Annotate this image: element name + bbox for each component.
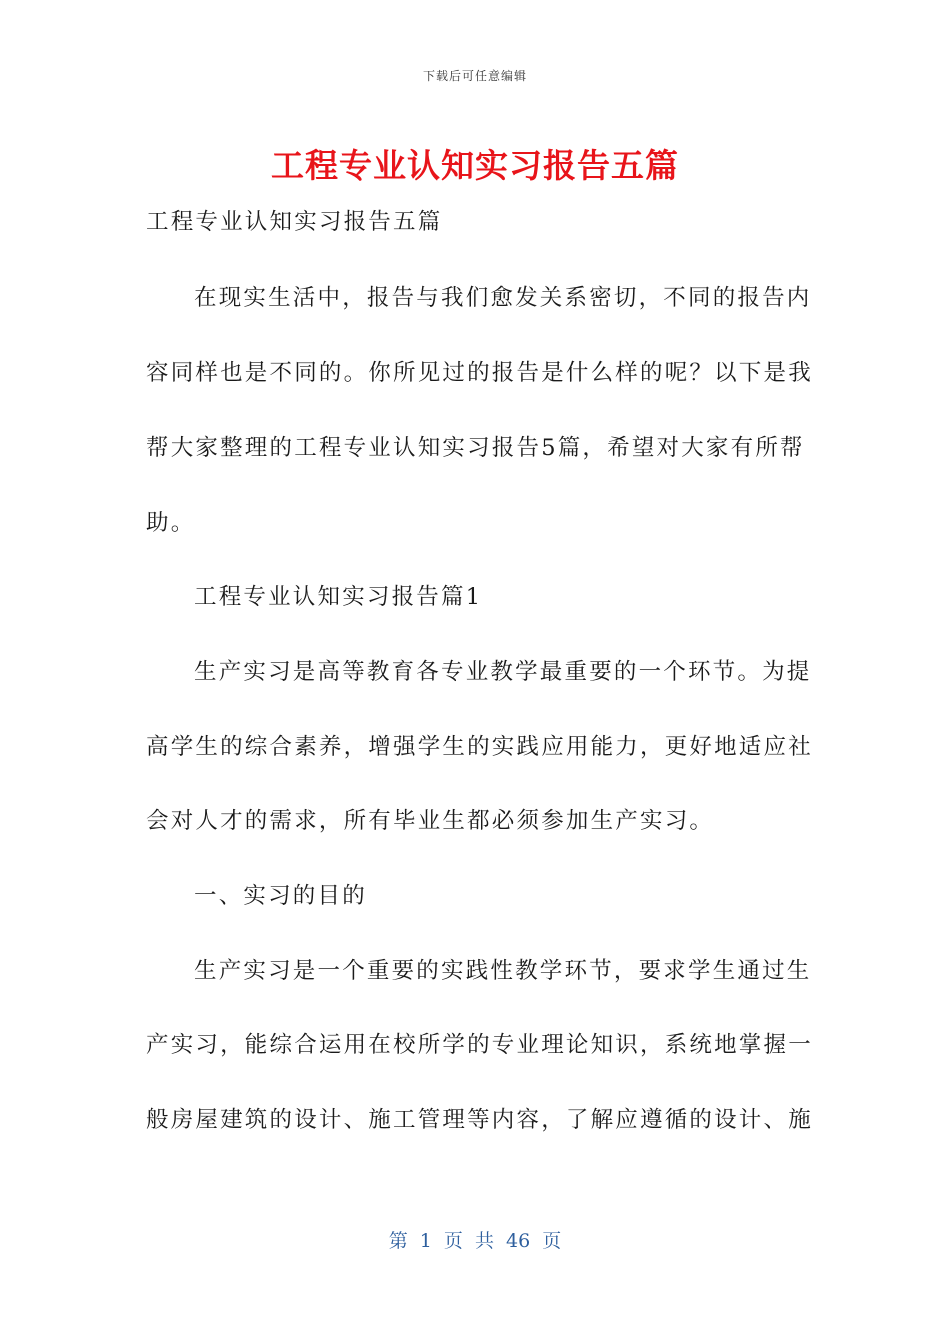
paragraph-line: 助。 [146,510,196,536]
subtitle-line: 工程专业认知实习报告五篇 [146,209,443,235]
paragraph-line: 般房屋建筑的设计、施工管理等内容，了解应遵循的设计、施 [146,1107,813,1133]
document-title: 工程专业认知实习报告五篇 [271,146,679,185]
paragraph-line: 容同样也是不同的。你所见过的报告是什么样的呢？以下是我 [146,360,813,386]
paragraph-line: 产实习，能综合运用在校所学的专业理论知识，系统地掌握一 [146,1032,813,1058]
paragraph-line: 在现实生活中，报告与我们愈发关系密切，不同的报告内 [194,285,812,311]
paragraph-line: 会对人才的需求，所有毕业生都必须参加生产实习。 [146,808,715,834]
header-note: 下载后可任意编辑 [422,69,527,83]
paragraph-line: 帮大家整理的工程专业认知实习报告5篇，希望对大家有所帮 [146,435,805,461]
page-number-footer: 第 1 页 共 46 页 [388,1230,562,1252]
section-heading: 工程专业认知实习报告篇1 [194,584,483,610]
paragraph-line: 生产实习是一个重要的实践性教学环节，要求学生通过生 [194,958,812,984]
paragraph-line: 生产实习是高等教育各专业教学最重要的一个环节。为提 [194,659,812,685]
paragraph-line: 高学生的综合素养，增强学生的实践应用能力，更好地适应社 [146,734,813,760]
section-heading: 一、实习的目的 [194,883,367,909]
